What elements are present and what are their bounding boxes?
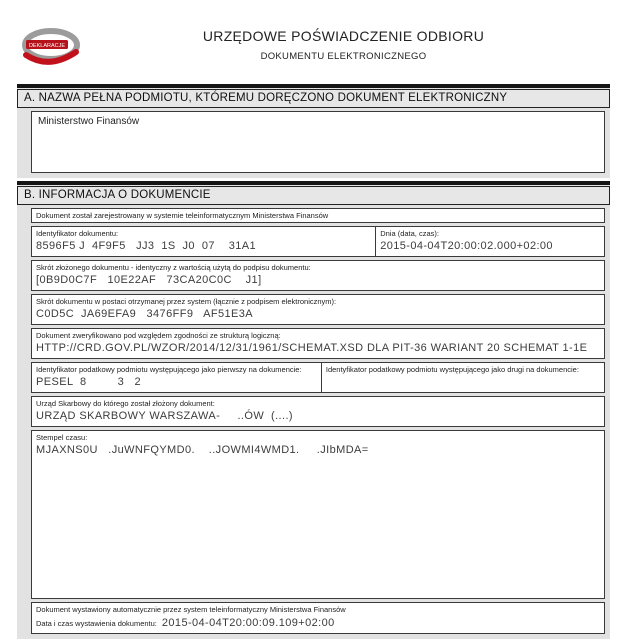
field-row-id-and-date [31,226,605,257]
stempel-czasu-value: MJAXNS0U .JuWNFQYMD0. ..JOWMI4WMD1. .JIbMDA= [36,444,369,456]
skrot-otrzymanego-label: Skrót dokumentu w postaci otrzymanej przez system (łącznie z podpisem elektronicznym): [36,297,337,306]
field-zweryfikowano [31,328,605,359]
section-b [17,181,610,639]
id-podatkowy-pierwszy-value: PESEL 8 3 2 [36,376,141,388]
urzad-skarbowy-value: URZĄD SKARBOWY WARSZAWA- ..ÓW (....) [36,410,293,422]
stempel-czasu-label: Stempel czasu: [36,433,88,442]
field-issue-info [31,602,605,634]
document-title: URZĘDOWE POŚWIADCZENIE ODBIORU [202,28,485,44]
document-header [0,0,627,84]
dnia-value: 2015-04-04T20:00:02.000+02:00 [380,240,553,252]
section-a-value-box [31,111,605,173]
zweryfikowano-value: HTTP://CRD.GOV.PL/WZOR/2014/12/31/1961/SCHEMAT.XSD DLA PIT-36 WARIANT 20 SCHEMAT 1-1E [36,342,588,354]
section-a [17,84,610,178]
urzad-skarbowy-label: Urząd Skarbowy do którego został złożony dokument: [36,399,215,408]
field-id-podatkowy-drugi [321,363,604,392]
identyfikator-value: 8596F5 J 4F9F5 JJ3 1S J0 07 31A1 [36,240,257,252]
registered-note-text: Dokument został zarejestrowany w systemie teleinformatycznym Ministerstwa Finansów [36,211,329,220]
section-b-heading: B. INFORMACJA O DOKUMENCIE [17,186,610,205]
e-deklaracje-logo-icon [19,26,83,72]
field-row-tax-ids [31,362,605,393]
issue-date-value: 2015-04-04T20:00:09.109+02:00 [161,617,335,629]
field-skrot-zlozonego [31,260,605,291]
skrot-zlozonego-label: Skrót złożonego dokumentu - identyczny z wartością użytą do podpisu dokumentu: [36,263,311,272]
issue-date-line [36,616,600,630]
issue-info-line1: Dokument wystawiony automatycznie przez system teleinformatyczny Ministerstwa Finansów [36,605,346,614]
field-urzad-skarbowy [31,396,605,427]
field-registered-note [31,208,605,223]
skrot-zlozonego-value: [0B9D0C7F 10E22AF 73CA20C0C J1] [36,274,262,286]
dnia-label: Dnia (data, czas): [380,229,439,238]
issue-date-label: Data i czas wystawienia dokumentu: [36,619,157,628]
recipient-name: Ministerstwo Finansów [38,116,140,127]
field-id-podatkowy-pierwszy [32,363,321,392]
id-podatkowy-drugi-label: Identyfikator podatkowy podmiotu występującego jako drugi na dokumencie: [325,365,579,374]
logo-text: DEKLARACJE [28,43,66,49]
field-skrot-otrzymanego [31,294,605,325]
section-a-heading: A. NAZWA PEŁNA PODMIOTU, KTÓREMU DORĘCZONO DOKUMENT ELEKTRONICZNY [17,89,610,108]
field-dnia [375,227,604,256]
identyfikator-label: Identyfikator dokumentu: [36,229,119,238]
id-podatkowy-pierwszy-label: Identyfikator podatkowy podmiotu występującego jako pierwszy na dokumencie: [36,365,302,374]
field-identyfikator-dokumentu [32,227,375,256]
zweryfikowano-label: Dokument zweryfikowano pod względem zgodności ze strukturą logiczną: [36,331,281,340]
document-titles [60,0,627,62]
skrot-otrzymanego-value: C0D5C JA69EFA9 3476FF9 AF51E3A [36,308,253,320]
field-stempel-czasu [31,430,605,599]
document-subtitle: DOKUMENTU ELEKTRONICZNEGO [260,51,427,62]
